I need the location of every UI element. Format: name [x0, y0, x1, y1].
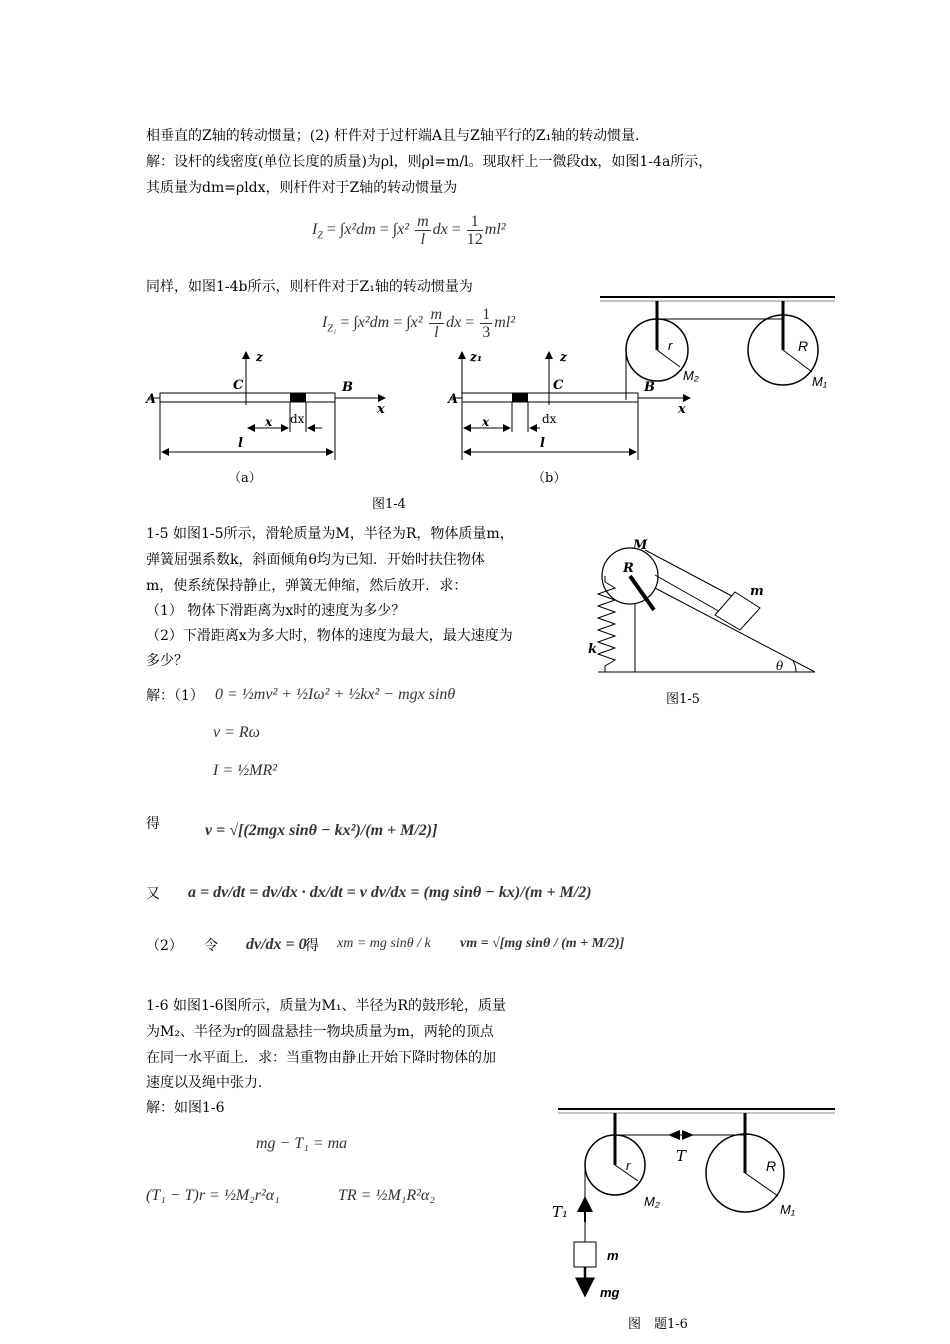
- paragraph-line: 解：如图1-6: [146, 1100, 225, 1116]
- paragraph-line: m，使系统保持静止，弹簧无伸缩，然后放开．求：: [146, 578, 468, 594]
- paragraph-line: 相垂直的Z轴的转动惯量；(2) 杆件对于过杆端A且与Z轴平行的Z₁轴的转动惯量．: [146, 128, 650, 144]
- label-z: z: [256, 350, 263, 364]
- label-R: R: [766, 1158, 777, 1174]
- paragraph-line: 解：设杆的线密度(单位长度的质量)为ρl，则ρl=m/l。现取杆上一微段dx，如图1-4a所示，: [146, 154, 713, 170]
- text-ling: 令: [204, 938, 218, 954]
- label-k: k: [588, 642, 598, 657]
- paragraph-line: 同样，如图1-4b所示，则杆件对于Z₁轴的转动惯量为: [146, 279, 473, 295]
- paragraph-line: 1-6 如图1-6图所示，质量为M₁、半径为R的鼓形轮，质量: [146, 998, 507, 1014]
- paragraph-line: 多少？: [146, 653, 188, 669]
- label-c: C: [233, 378, 244, 393]
- label-b: B: [644, 380, 655, 395]
- label-R: R: [798, 338, 809, 354]
- equation-zero: dv/dx = 0: [246, 936, 307, 953]
- paragraph-line: 为M₂、半径为r的圆盘悬挂一物块质量为m，两轮的顶点: [146, 1024, 494, 1040]
- equation-vm: vm = √[mg sinθ / (m + M/2)]: [460, 936, 625, 951]
- equation-v-solution: v = √[(2mgx sinθ − kx²)/(m + M/2)]: [205, 822, 438, 839]
- label-z: z: [560, 350, 567, 364]
- label-a: A: [146, 392, 157, 407]
- paragraph-line: （2）下滑距离x为多大时，物体的速度为最大，最大速度为: [146, 628, 513, 644]
- label-mg: mg: [600, 1285, 620, 1300]
- label-x-dim: x: [265, 415, 273, 429]
- paragraph-line: 在同一水平面上．求：当重物由静止开始下降时物体的加: [146, 1050, 496, 1066]
- label-dx: dx: [542, 412, 557, 426]
- equation-v: v = Rω: [213, 724, 260, 741]
- label-l: l: [238, 436, 243, 451]
- equation-newton: mg − T₁ = ma: [256, 1135, 348, 1152]
- figure-caption: 图1-5: [666, 692, 700, 707]
- paragraph-line: 1-5 如图1-5所示，滑轮质量为M，半径为R，物体质量m，: [146, 526, 514, 542]
- caption-b: （b）: [532, 471, 567, 486]
- equation-torque-small: (T₁ − T)r = ½M₂r²α₁: [146, 1187, 280, 1204]
- label-T: T: [676, 1147, 687, 1165]
- figure-caption: 图1-4: [372, 497, 406, 512]
- label-dx: dx: [290, 412, 305, 426]
- label-T1: T₁: [552, 1203, 569, 1221]
- text-you: 又: [146, 886, 160, 902]
- solution-label: 解：（1）: [146, 688, 204, 704]
- label-R: R: [623, 561, 634, 576]
- paragraph-line: 其质量为dm=ρldx，则杆件对于Z轴的转动惯量为: [146, 180, 458, 196]
- figure-caption: 图 题1-6: [628, 1317, 688, 1332]
- label-x-dim: x: [482, 415, 490, 429]
- label-theta: θ: [776, 659, 784, 673]
- label-z1: z₁: [470, 350, 483, 364]
- paragraph-line: （1） 物体下滑距离为x时的速度为多少？: [146, 603, 406, 619]
- label-M: M: [633, 538, 648, 553]
- paragraph-line: 速度以及绳中张力．: [146, 1075, 272, 1091]
- label-l: l: [540, 436, 545, 451]
- equation-I: I = ½MR²: [213, 762, 278, 779]
- equation-energy: 0 = ½mv² + ½Iω² + ½kx² − mgx sinθ: [215, 686, 456, 703]
- label-M1: M₁: [812, 374, 827, 389]
- label-r: r: [626, 1158, 631, 1173]
- equation-torque-large: TR = ½M₁R²α₂: [338, 1187, 435, 1204]
- equation-a: a = dv/dt = dv/dx · dx/dt = v dv/dx = (mg sinθ − kx)/(m + M/2): [188, 884, 592, 901]
- figure-1-4a: [148, 352, 385, 460]
- label-M2: M₂: [683, 368, 699, 383]
- label-M1: M₁: [780, 1202, 795, 1217]
- paragraph-line: 弹簧屈强系数k，斜面倾角θ均为已知．开始时扶住物体: [146, 552, 485, 568]
- label-r: r: [668, 338, 673, 353]
- label-a: A: [448, 392, 459, 407]
- text-de: 得: [305, 938, 319, 954]
- label-b: B: [342, 380, 353, 395]
- equation-iz1: $I_{Z_1} = \int x^2dm = \int x^2$ $\frac{m}{l}$ dx = $\frac{1}{3}$ ml²: [322, 306, 516, 341]
- caption-a: （a）: [228, 471, 262, 486]
- equation-iz: $I_Z = \int x^2dm = \int x^2$ $\frac{m}{l}$ dx = $\frac{1}{12}$ ml²: [312, 213, 506, 248]
- label-m: m: [750, 584, 764, 599]
- label-m: m: [607, 1248, 619, 1263]
- label-x-axis: x: [377, 402, 385, 417]
- text-part2: （2）: [146, 938, 183, 954]
- label-M2: M₂: [644, 1194, 660, 1209]
- equation-xm: xm = mg sinθ / k: [337, 936, 431, 951]
- text-de: 得: [146, 816, 160, 832]
- label-c: C: [553, 378, 564, 393]
- label-x-axis: x: [678, 402, 686, 417]
